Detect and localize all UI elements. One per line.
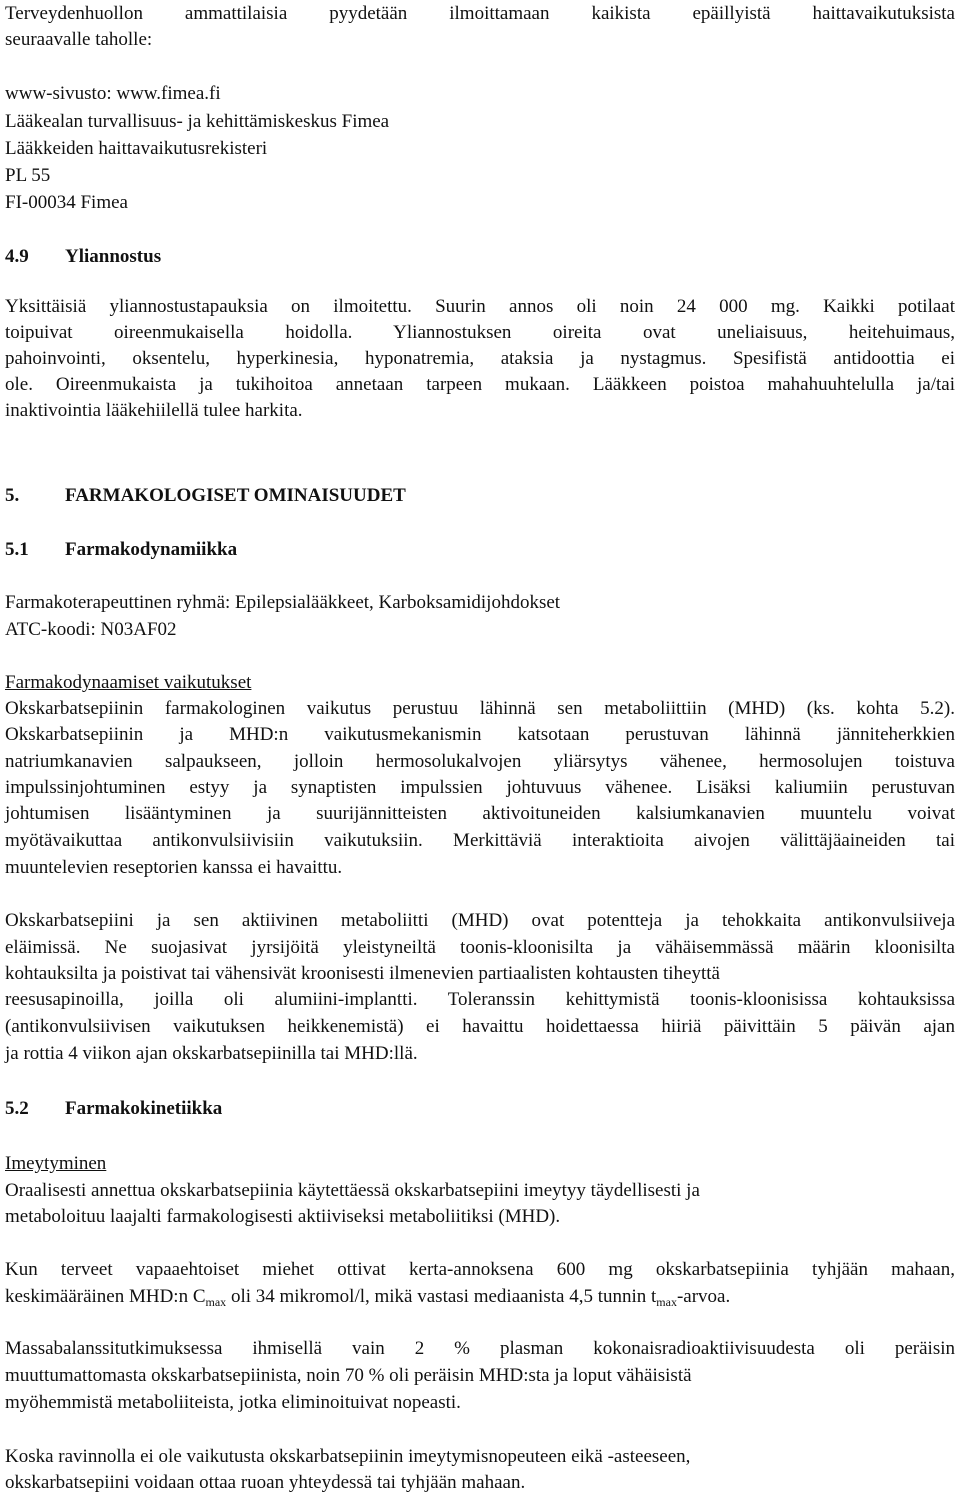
section-5-1-number: 5.1 xyxy=(5,539,29,560)
pk-para3-line-2: muuttumattomasta okskarbatsepiinista, noin 70 % oli peräisin MHD:sta ja loput vähäisistä xyxy=(5,1365,692,1386)
section-5-2-title: Farmakokinetiikka xyxy=(65,1098,223,1119)
address-postcode: FI-00034 Fimea xyxy=(5,192,128,213)
overdose-line-3: pahoinvointi, oksentelu, hyperkinesia, hyponatremia, ataksia ja nystagmus. Spesifistä antidoottia ei xyxy=(5,348,955,369)
section-5-number: 5. xyxy=(5,485,20,506)
pk-para3-line-3: myöhemmistä metaboliiteista, jotka eliminoituivat nopeasti. xyxy=(5,1392,461,1413)
pd-para2-line-3: kohtauksilta ja poistivat tai vähensivät kroonisesti ilmenevien partiaalisten kohtausten tiheyttä xyxy=(5,963,720,984)
section-4-9-heading xyxy=(5,245,161,269)
pharmacotherapeutic-group: Farmakoterapeuttinen ryhmä: Epilepsialääkkeet, Karboksamidijohdokset xyxy=(5,592,561,613)
pd-para2-line-1: Okskarbatsepiini ja sen aktiivinen metaboliitti (MHD) ovat potentteja ja tehokkaita antikonvulsiiveja xyxy=(5,910,955,931)
pd-para1-line-5: johtumisen lisääntyminen ja suurijännitteisten aktivoituneiden kalsiumkanavien muuntelu voivat xyxy=(5,803,955,824)
pd-para2-line-2: eläimissä. Ne suojasivat jyrsijöitä yleistyneiltä toonis-kloonisilta ja vähäisemmässä määrin kloonisilta xyxy=(5,937,955,958)
pk-para1-line-1: Oraalisesti annettua okskarbatsepiinia käytettäessä okskarbatsepiini imeytyy täydellisesti ja xyxy=(5,1180,700,1201)
section-5-title: FARMAKOLOGISET OMINAISUUDET xyxy=(65,485,406,506)
address-registry: Lääkkeiden haittavaikutusrekisteri xyxy=(5,138,268,159)
intro-line-1: Terveydenhuollon ammattilaisia pyydetään ilmoittamaan kaikista epäillyistä haittavaikutuksista xyxy=(5,3,955,24)
pk-cmax-text-b: oli 34 mikromol/l, mikä vastasi mediaanista 4,5 tunnin t xyxy=(226,1286,657,1307)
pk-para4-line-1: Koska ravinnolla ei ole vaikutusta okskarbatsepiinin imeytymisnopeuteen eikä -asteeseen, xyxy=(5,1446,691,1467)
address-po-box: PL 55 xyxy=(5,165,51,186)
cmax-subscript: max xyxy=(205,1295,227,1309)
pd-para2-line-4: reesusapinoilla, joilla oli alumiini-implantti. Toleranssin kehittymistä toonis-kloonisissa kohtauksissa xyxy=(5,989,955,1010)
pd-para1-line-4: impulssinjohtuminen estyy ja synaptisten impulssien johtuvuus vähenee. Lisäksi kaliumiin perustuvan xyxy=(5,777,955,798)
pd-para1-line-1: Okskarbatsepiinin farmakologinen vaikutus perustuu lähinnä sen metaboliittiin (MHD) (ks. kohta 5.2). xyxy=(5,698,955,719)
pd-para2-line-6: ja rottia 4 viikon ajan okskarbatsepiinilla tai MHD:llä. xyxy=(5,1043,418,1064)
pk-cmax-text-c: -arvoa. xyxy=(676,1286,731,1307)
absorption-subheading: Imeytyminen xyxy=(5,1153,107,1174)
overdose-line-4: ole. Oireenmukaista ja tukihoitoa annetaan tarpeen mukaan. Lääkkeen poistoa mahahuuhtelulla ja/tai xyxy=(5,374,955,395)
section-4-9-number: 4.9 xyxy=(5,246,29,267)
pk-para4-line-2: okskarbatsepiini voidaan ottaa ruoan yhteydessä tai tyhjään mahaan. xyxy=(5,1472,526,1493)
pk-para2-line-2 xyxy=(5,1285,730,1314)
pk-para1-line-2: metaboloituu laajalti farmakologisesti aktiiviseksi metaboliitiksi (MHD). xyxy=(5,1206,561,1227)
section-5-1-title: Farmakodynamiikka xyxy=(65,539,238,560)
tmax-subscript: max xyxy=(656,1295,677,1309)
pd-para1-line-3: natriumkanavien salpaukseen, jolloin hermosolukalvojen yliärsytys vähenee, hermosolujen toistuva xyxy=(5,751,955,772)
pd-para1-line-2: Okskarbatsepiinin ja MHD:n vaikutusmekanismin katsotaan perustuvan lähinnä jänniteherkkien xyxy=(5,724,955,745)
section-5-heading xyxy=(5,484,406,508)
overdose-line-1: Yksittäisiä yliannostustapauksia on ilmoitettu. Suurin annos oli noin 24 000 mg. Kaikki potilaat xyxy=(5,296,955,317)
pd-para1-line-6: myötävaikuttaa antikonvulsiivisiin vaikutuksiin. Merkittäviä interaktioita aivojen välittäjäaineiden tai xyxy=(5,830,955,851)
overdose-line-2: toipuivat oireenmukaisella hoidolla. Yliannostuksen oireita ovat uneliaisuus, heitehuimaus, xyxy=(5,322,955,343)
atc-code: ATC-koodi: N03AF02 xyxy=(5,619,177,640)
pd-para2-line-5: (antikonvulsiivisen vaikutuksen heikkenemistä) ei havaittu hoidettaessa hiiriä päivittäin 5 päivän ajan xyxy=(5,1016,955,1037)
pd-para1-line-7: muuntelevien reseptorien kanssa ei havaittu. xyxy=(5,857,343,878)
section-5-2-heading xyxy=(5,1097,222,1121)
address-website: www-sivusto: www.fimea.fi xyxy=(5,83,221,104)
intro-line-2: seuraavalle taholle: xyxy=(5,29,153,50)
pharmacodynamic-effects-subheading: Farmakodynaamiset vaikutukset xyxy=(5,672,252,693)
pk-para3-line-1: Massabalanssitutkimuksessa ihmisellä vain 2 % plasman kokonaisradioaktiivisuudesta oli peräisin xyxy=(5,1338,955,1359)
section-5-1-heading xyxy=(5,538,237,562)
pk-para2-line-1: Kun terveet vapaaehtoiset miehet ottivat kerta-annoksena 600 mg okskarbatsepiinia tyhjään mahaan, xyxy=(5,1259,955,1280)
section-5-2-number: 5.2 xyxy=(5,1098,29,1119)
section-4-9-title: Yliannostus xyxy=(65,246,162,267)
address-organisation: Lääkealan turvallisuus- ja kehittämiskeskus Fimea xyxy=(5,111,390,132)
overdose-line-5: inaktivointia lääkehiilellä tulee harkita. xyxy=(5,400,303,421)
pk-cmax-text-a: keskimääräinen MHD:n C xyxy=(5,1286,206,1307)
